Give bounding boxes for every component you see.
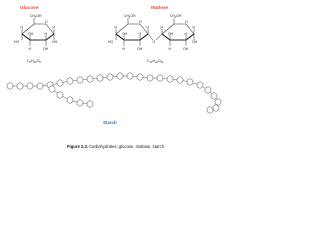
starch-glucose-unit-20 xyxy=(205,87,211,94)
glucose-ch2oh-label: $CH_2OH$ xyxy=(30,14,42,19)
glucose-ring-oxygen: O xyxy=(45,20,48,24)
maltose-left-ring-back xyxy=(116,24,148,34)
maltose-r-c4-h: H xyxy=(160,25,163,30)
starch-glucose-unit-0 xyxy=(7,83,13,90)
starch-glucose-unit-21 xyxy=(211,93,217,100)
maltose-l-c2-oh: OH xyxy=(137,47,143,51)
starch-glucose-unit-17 xyxy=(177,77,183,84)
maltose-r-c3-h: H xyxy=(168,47,171,51)
starch-glucose-unit-5 xyxy=(57,80,63,87)
maltose-left-ring-front xyxy=(116,34,148,40)
maltose-left-ch2oh-label: $CH_2OH$ xyxy=(124,14,136,19)
maltose-right-ch2oh-label: $CH_2OH$ xyxy=(170,14,182,19)
glucose-ring-front xyxy=(22,34,54,40)
maltose-glycosidic-oxygen: O xyxy=(152,40,156,44)
starch-glucose-unit-11 xyxy=(117,73,123,80)
starch-glucose-unit-6 xyxy=(67,78,73,85)
glucose-c4-ho: HO xyxy=(14,40,20,44)
glucose-title: Glucose xyxy=(20,5,39,10)
starch-glucose-unit-7 xyxy=(77,77,83,84)
glucose-c3-oh-up: OH xyxy=(28,32,34,36)
figure-caption xyxy=(67,144,165,149)
maltose-r-c2-oh: OH xyxy=(183,47,189,51)
starch-chain xyxy=(7,73,221,114)
maltose-l-c4-h: H xyxy=(114,25,117,30)
glucose-structure xyxy=(14,5,58,64)
maltose-l-c3-oh: OH xyxy=(122,32,128,36)
maltose-l-c2-h: H xyxy=(138,32,141,36)
glucose-formula: $C_6H_{12}O_6$ xyxy=(27,59,41,64)
maltose-structure xyxy=(108,5,198,64)
starch-glucose-unit-8 xyxy=(87,76,93,83)
figure-caption-text: Carbohydrates: glucose, maltose, starch. xyxy=(89,144,166,149)
maltose-l-c3-h: H xyxy=(122,47,125,51)
starch-glucose-unit-28 xyxy=(77,100,83,107)
starch-title: Starch xyxy=(103,120,117,125)
figure-caption-label: Figure 2.3. xyxy=(67,144,88,149)
maltose-r-c3-oh: OH xyxy=(168,32,174,36)
maltose-formula: $C_{12}H_{22}O_{11}$ xyxy=(147,59,164,64)
maltose-l-c1-h: H xyxy=(146,25,149,30)
starch-glucose-unit-2 xyxy=(27,83,33,90)
starch-glucose-unit-14 xyxy=(147,75,153,82)
starch-glucose-unit-18 xyxy=(187,79,193,86)
starch-glucose-unit-15 xyxy=(157,75,163,82)
starch-glucose-unit-26 xyxy=(57,92,63,99)
starch-glucose-unit-19 xyxy=(197,82,203,89)
glucose-c2-h: H xyxy=(44,32,47,36)
maltose-r-c1-h: H xyxy=(192,25,195,30)
maltose-right-ring-oxygen: O xyxy=(185,20,188,24)
maltose-glycosidic-bond-right xyxy=(156,34,162,40)
maltose-r-c1-oh: OH xyxy=(192,40,198,44)
maltose-left-ring-oxygen: O xyxy=(139,20,142,24)
starch-glucose-unit-13 xyxy=(137,74,143,81)
starch-glucose-unit-27 xyxy=(67,97,73,104)
maltose-r-c2-h: H xyxy=(184,32,187,36)
starch-glucose-unit-3 xyxy=(37,83,43,90)
starch-glucose-unit-9 xyxy=(97,75,103,82)
maltose-title: Maltose xyxy=(151,5,169,10)
glucose-c2-oh: OH xyxy=(43,47,49,51)
starch-glucose-unit-12 xyxy=(127,73,133,80)
maltose-l-c4-ho: HO xyxy=(108,40,114,44)
starch-glucose-unit-10 xyxy=(107,74,113,81)
maltose-right-ring-back xyxy=(162,24,194,34)
starch-glucose-unit-23 xyxy=(213,105,219,112)
starch-glucose-unit-24 xyxy=(207,107,213,114)
glucose-c1-oh: OH xyxy=(52,40,58,44)
starch-glucose-unit-29 xyxy=(87,101,93,108)
carbohydrates-figure xyxy=(0,0,240,155)
starch-glucose-unit-1 xyxy=(17,83,23,90)
glucose-ring-back xyxy=(22,24,54,34)
starch-glucose-unit-25 xyxy=(49,86,55,93)
glucose-c3-h: H xyxy=(28,47,31,51)
maltose-right-ring-front xyxy=(162,34,194,40)
glucose-c4-h: H xyxy=(20,25,23,30)
starch-glucose-unit-16 xyxy=(167,76,173,83)
glucose-c1-h: H xyxy=(52,25,55,30)
